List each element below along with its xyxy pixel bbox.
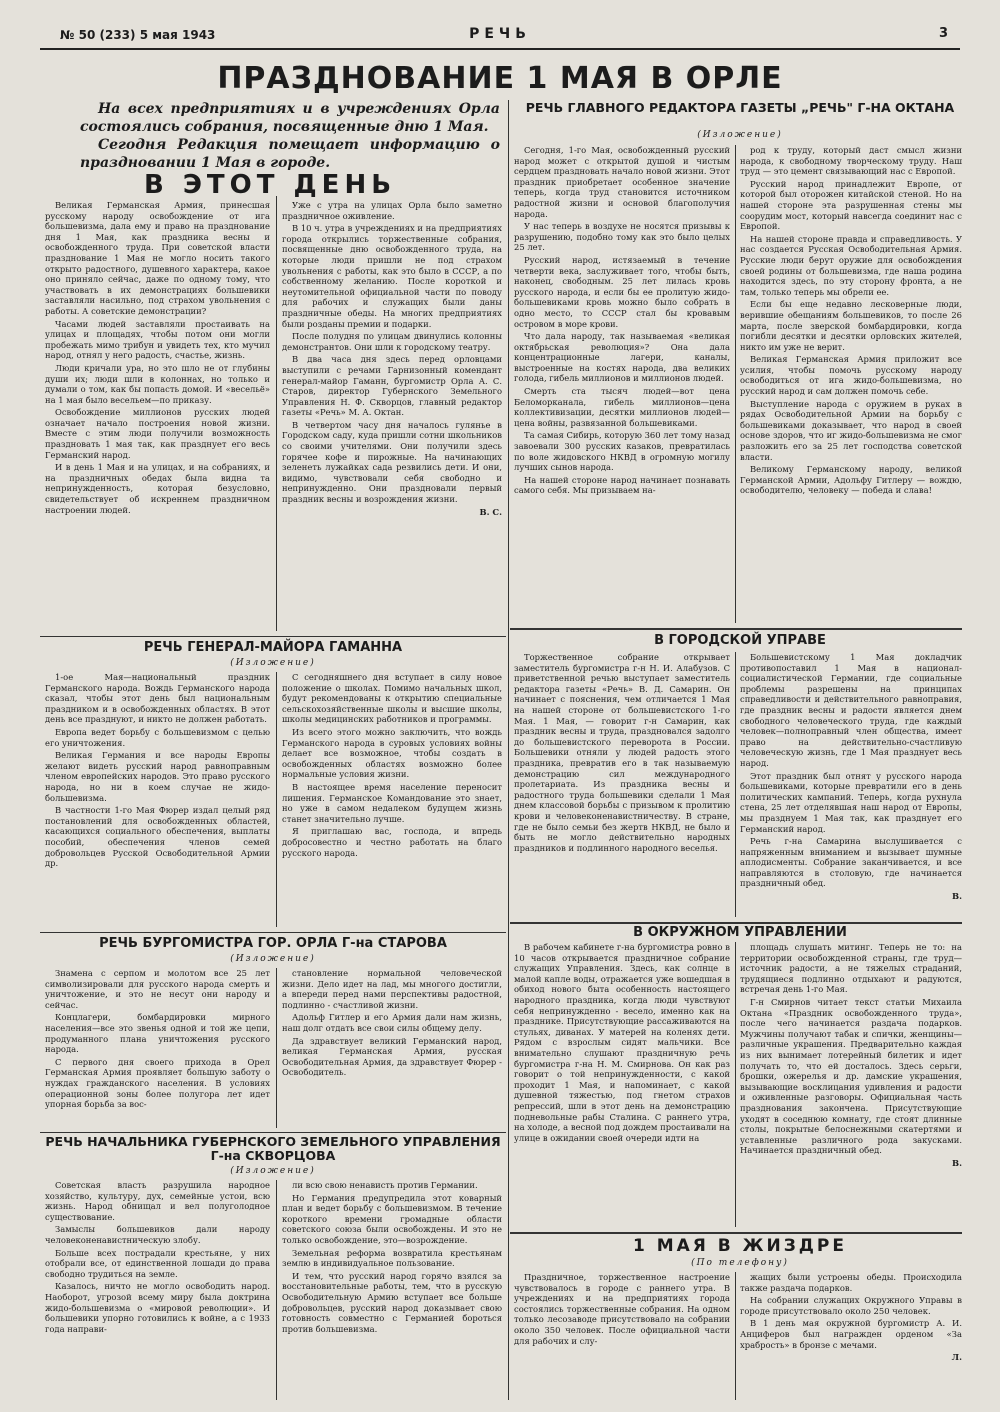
- paragraph: Торжественное собрание открывает заместитель бургомистра г-н Н. И. Алабузов. С приветственной речью выступает заместитель редактора газеты «Речь» В. Д. Самарин. Он начинает с пояснения, чем отличается 1 Мая на нашей стороне от большевистского 1-го Мая. 1 Мая, — говорит г-н Самарин, как праздник весны и труда, праздновался задолго до большевистского переворота в России. Большевики отняли у людей радость этого праздника, превратив его в так называемую демонстрацию сил международного пролетариата. Из праздника весны и радостного труда большевики сделали 1 Мая днем классовой борьбы с призывом к пролитию крови и человеконенавистничеству. В стране, где не было семьи без жертв НКВД, не было и быть не могло действительно народных праздников и подлинного народного веселья.: [514, 652, 730, 853]
- article-column: [45, 968, 270, 1130]
- paragraph: Сегодня, 1-го Мая, освобожденный русский народ может с открытой душой и чистым сердцем праздновать начало новой жизни. Этот праздник приобретает особенное значение теперь, когда труд становится источником радостной жизни и основой благополучия народа.: [514, 145, 730, 219]
- paragraph: И тем, что русский народ горячо взялся за восстановительные работы, тем, что в русскую Освободительную Армию вступает все больше добровольцев, русский народ доказывает свою готовность совместно с Германией бороться против большевизма.: [282, 1270, 502, 1334]
- paragraph: В 1 день мая окружной бургомистр А. И. Анциферов был награжден орденом «За храбрость» в бронзе с мечами.: [740, 1318, 962, 1350]
- paragraph: становление нормальной человеческой жизни. Дело идет на лад, мы многого достигли, а впереди перед нами перспективы радостной, подлинно - счастливой жизни.: [282, 968, 502, 1010]
- paragraph: С первого дня своего прихода в Орел Германская Армия проявляет большую заботу о нуждах гражданского населения. В условиях операционной зоны более полугора лет идет упорная борьба за вос-: [45, 1056, 270, 1110]
- paragraph: Что дала народу, так называемая «великая октябрьская революция»? Она дала концентрационные лагери, каналы, выстроенные на костях народа, два великих голода, гибель миллионов и миллионов людей.: [514, 331, 730, 384]
- article-column: [740, 1272, 962, 1402]
- paragraph: В частности 1-го Мая Фюрер издал целый ряд постановлений для освобожденных областей, касающихся социального обеспечения, выплаты пособий, обеспечения членов семей добровольцев Русской Освободительной Армии др.: [45, 805, 270, 869]
- paragraph: Замыслы большевиков дали народу человеконенавистническую злобу.: [45, 1224, 270, 1245]
- article-subtitle: (Изложение): [697, 130, 783, 140]
- article-title: 1 МАЯ В ЖИЗДРЕ: [632, 1236, 848, 1256]
- article-title: РЕЧЬ ГЕНЕРАЛ-МАЙОРА ГАМАННА: [143, 640, 403, 655]
- column-divider: [276, 968, 277, 1128]
- article-column: [282, 1180, 502, 1402]
- paragraph: ли всю свою ненависть против Германии.: [292, 1180, 478, 1190]
- paragraph: И в день 1 Мая и на улицах, и на собраниях, и на праздничных обедах была видна та непринужденность, которая безусловно, свидетельствует об искреннем праздничном настроении людей.: [45, 462, 270, 515]
- section-divider: [40, 1132, 506, 1133]
- paragraph: Адольф Гитлер и его Армия дали нам жизнь, наш долг отдать все свои силы общему делу.: [282, 1012, 502, 1033]
- section-divider: [510, 922, 962, 924]
- article-title: РЕЧЬ ГЛАВНОГО РЕДАКТОРА ГАЗЕТЫ „РЕЧЬ" Г-НА ОКТАНА: [525, 100, 955, 115]
- paragraph: Та самая Сибирь, которую 360 лет тому назад завоевали 300 русских казаков, превратилась по воле жидовского НКВД в огромную могилу лучших сынов народа.: [514, 430, 730, 473]
- article-title: РЕЧЬ БУРГОМИСТРА ГОР. ОРЛА Г-на СТАРОВА: [99, 936, 447, 951]
- paragraph: Если бы еще недавно лесковерные люди, верившие обещаниям большевиков, то после 26 марта, после зверской бомбардировки, когда погибли десятки и десятки орловских жителей, никто им уже не верит.: [740, 299, 962, 352]
- paragraph: Выступление народа с оружием в руках в рядах Освободительной Армии на борьбу с большевиками доказывает, что народ в своей основе здоров, что иг жидо-большевизма не смог разложить его за 25 лет господства советской власти.: [740, 398, 962, 462]
- paragraph: Праздничное, торжественное настроение чувствовалось в городе с раннего утра. В учреждениях и на предприятиях города состоялись торжественные собрания. На одном только лесозаводе присутствовало на собрании около 350 человек. После официальной части для рабочих и слу-: [514, 1272, 730, 1346]
- paragraph: Люди кричали ура, но это шло не от глубины души их; люди шли в колоннах, но только и думали о том, как бы попасть домой. И «весельё» на 1 мая было весельем—по приказу.: [45, 362, 270, 405]
- article-column: [740, 652, 962, 920]
- column-divider: [735, 145, 736, 623]
- masthead: [40, 22, 960, 50]
- paragraph: Великая Германия и все народы Европы желают видеть русский народ равноправным членом европейских народов. Это право русского народа, но ни в коем случае не жидо-большевизма.: [45, 750, 270, 803]
- paragraph: Да здравствует великий Германский народ, великая Германская Армия, русская Освободительная Армия, да здравствует Фюрер - Освободитель.: [282, 1035, 502, 1078]
- article-subtitle: (Изложение): [230, 954, 316, 964]
- paragraph: Великому Германскому народу, великой Германской Армии, Адольфу Гитлеру — вождю, освободителю, человеку — победа и слава!: [740, 464, 962, 496]
- paragraph: Из всего этого можно заключить, что вождь Германского народа в суровых условиях войны делает все возможное, чтобы создать в освобожденных областях возможно более нормальные условия жизни.: [282, 726, 502, 780]
- paragraph: Великая Германская Армия, принесшая русскому народу освобождение от ига большевизма, дала ему и право на празднование дня 1 Мая, как праздника весны и освобожденного труда. При советской власти празднование 1 Мая не могло носить такого открыто радостного, душевного характера, какое оно приняло сейчас, даже по одному тому, что участвовать в их демонстрациях большевики заставляли насильно, под страхом увольнения с работы. А советские демонстрации?: [45, 200, 270, 316]
- paragraph: Уже с утра на улицах Орла было заметно праздничное оживление.: [282, 200, 502, 221]
- paragraph: жащих были устроены обеды. Происходила также раздача подарков.: [740, 1272, 962, 1293]
- paragraph: Русский народ, истязаемый в течение четверти века, заслуживает того, чтобы быть, наконец, свободным. 25 лет лилась кровь русского народа, и если бы ее пролитую жидо-большевиками кровь можно было собрать в одно место, то СССР стал бы кровавым островом в море крови.: [514, 254, 730, 329]
- paragraph: С сегодняшнего дня вступает в силу новое положение о школах. Помимо начальных школ, будут рекомендованы к открытию специальные сельскохозяйственные школы и высшие школы, школы медицинских работников и программы.: [282, 672, 502, 725]
- article-subtitle: (Изложение): [230, 1166, 316, 1176]
- lead-paragraph: [80, 100, 500, 172]
- article-subtitle: (По телефону): [691, 1258, 789, 1268]
- paragraph: Г-н Смирнов читает текст статьи Михаила Октана «Праздник освобожденного труда», после чего начинается раздача подарков. Мужчины получают табак и спички, женщины—различные украшения. Предварительно каждая из них вынимает лотерейный билетик и идет получать то, что ей досталось. Здесь серьги, брошки, ожерелья и др. дамские украшения, вызывающие восклицания удивления и радости и оживленные разговоры. Официальная часть празднования закончена. Присутствующие уходят в соседнюю комнату, где стоят длинные столы, покрытые белоснежными скатертями и уставленные различного рода закусками. Начинается праздничный обед.: [740, 996, 962, 1156]
- section-divider: [40, 636, 506, 637]
- section-divider: [40, 932, 506, 933]
- paper-name: РЕЧЬ: [469, 26, 531, 42]
- lead-line: Сегодня Редакция помещает информацию о праздновании 1 Мая в городе.: [80, 137, 500, 171]
- paragraph: род к труду, который даст смысл жизни народа, к свободному творческому труду. Наш труд — это цемент связывающий нас с Европой.: [740, 145, 962, 177]
- section-divider: [510, 1232, 962, 1234]
- paragraph: Земельная реформа возвратила крестьянам землю в индивидуальное пользование.: [282, 1247, 502, 1269]
- paragraph: Большевистскому 1 Мая докладчик противопоставил 1 Мая в национал-социалистической Германии, где социальные проблемы разрешены на принципах справедливости и действительного равноправия, где праздник весны и радости является днем свободного человеческого труда, где каждый человек—полноправный член общества, имеет право на действительно-счастливую человеческую жизнь, где 1 Мая празднует весь народ.: [740, 652, 962, 768]
- paragraph: Речь г-на Самарина выслушивается с напряженным вниманием и вызывает шумные аплодисменты. Собрание заканчивается, и все направляются в столовую, где начинается праздничный обед.: [740, 836, 962, 889]
- article-column: [740, 942, 962, 1230]
- page-number: 3: [938, 26, 948, 41]
- paragraph: В 10 ч. утра в учреждениях и на предприятиях города открылись торжественные собрания, посвященные дню освобожденного труда, на которые люди пришли не под страхом увольнения с работы, как это было в СССР, а по собственному желанию. После короткой и неутомительной официальной части по поводу для рабочих и служащих были даны праздничные обеды. На многих предприятиях были розданы премии и подарки.: [282, 223, 502, 329]
- article-title: В ЭТОТ ДЕНЬ: [143, 170, 397, 200]
- paragraph: На нашей стороне правда и справедливость. У нас создается Русская Освободительная Армия. Русские люди берут оружие для освобождения своей родины от большевизма, где наша родина находится здесь, по эту сторону фронта, а не там, только теперь мы обрели ее.: [740, 233, 962, 297]
- article-column: [282, 672, 502, 930]
- column-divider: [508, 100, 509, 1400]
- paragraph: Часами людей заставляли простаивать на улицах и площадях, чтобы потом они могли пробежать мимо трибун и увидеть тех, кто мучил народ, отнял у него радость, счастье, жизнь.: [45, 318, 270, 361]
- signature: В.: [952, 891, 962, 902]
- column-divider: [276, 672, 277, 927]
- lead-line: На всех предприятиях и в учреждениях Орла состоялись собрания, посвященные дню 1 Мая.: [80, 101, 500, 135]
- column-divider: [735, 1272, 736, 1400]
- paragraph: Этот праздник был отнят у русского народа большевиками, которые превратили его в день политических кампаний. Теперь, когда рухнула стена, 25 лет отделявшая наш народ от Европы, мы празднуем 1 Мая так, как празднует его Германский народ.: [740, 770, 962, 834]
- paragraph: В четвертом часу дня началось гулянье в Городском саду, куда пришли сотни школьников со своими учителями. Они получили здесь горячее кофе и пирожные. На начинающих зеленеть лужайках сада резвились дети. И они, видимо, чувствовали себя свободно и непринужденно. Они праздновали первый праздник весны и возрождения жизни.: [282, 419, 502, 505]
- paragraph: В два часа дня здесь перед орловцами выступили с речами Гарнизонный комендант генерал-майор Гаманн, бургомистр Орла А. С. Старов, директор Губернского Земельного Управления Н. Ф. Скворцов, главный редактор газеты «Речь» М. А. Октан.: [282, 354, 502, 418]
- article-column: [45, 200, 270, 630]
- article-column: [282, 968, 502, 1130]
- paragraph: Освобождение миллионов русских людей означает начало построения новой жизни. Вместе с этим люди получили возможность праздновать 1 мая так, как празднует его весь Германский народ.: [45, 407, 270, 460]
- article-column: [514, 942, 730, 1230]
- article-column: [514, 1272, 730, 1402]
- paragraph: Европа ведет борьбу с большевизмом с целью его уничтожения.: [45, 726, 270, 748]
- paragraph: Казалось, ничто не могло освободить народ. Наоборот, угрозой всему миру была доктрина жидо-большевизма о «мировой революции». И большевики упорно готовились к войне, а с 1933 года направи-: [45, 1281, 270, 1334]
- column-divider: [735, 652, 736, 917]
- paragraph: В настоящее время население переносит лишения. Германское Командование это знает, но уже в самом недалеком будущем жизнь станет значительно лучше.: [282, 781, 502, 824]
- paragraph: У нас теперь в воздухе не носятся призывы к разрушению, подобно тому как это было целых 25 лет.: [514, 221, 730, 253]
- article-column: [514, 652, 730, 920]
- article-title: В ОКРУЖНОМ УПРАВЛЕНИИ: [633, 925, 847, 940]
- article-column: [514, 145, 730, 625]
- signature: В.: [952, 1157, 962, 1168]
- paragraph: На собрании служащих Окружного Управы в городе присутствовало около 250 человек.: [740, 1295, 962, 1316]
- paragraph: Больше всех пострадали крестьяне, у них отобрали все, от единственной лошади до права свободно трудиться на земле.: [45, 1247, 270, 1279]
- paragraph: Советская власть разрушила народное хозяйство, культуру, дух, семейные устои, всю жизнь. Народ обнищал и вел полуголодное существование.: [45, 1180, 270, 1222]
- paragraph: Русский народ принадлежит Европе, от которой был оторожен китайской стеной. Но на нашей стороне эта разрушенная стены мы соорудим мост, который навсегда соединит нас с Европой.: [740, 178, 962, 232]
- column-divider: [276, 1180, 277, 1400]
- article-column: [282, 200, 502, 630]
- paragraph: Великая Германская Армия приложит все усилия, чтобы помочь русскому народу освободиться от ига жидо-большевизма, но русский народ и сам должен помочь себе.: [740, 354, 962, 397]
- article-column: [45, 1180, 270, 1402]
- paragraph: Но Германия предупредила этот коварный план и ведет борьбу с большевизмом. В течение короткого времени громадные области советского союза были освобождены. И это не только освобождение, это—возрождение.: [282, 1192, 502, 1245]
- paragraph: Знамена с серпом и молотом все 25 лет символизировали для русского народа смерть и уничтожение, и это не несут они народу и сейчас.: [45, 968, 270, 1010]
- paragraph: Смерть ста тысяч людей—вот цена Беломорканала, гибель миллионов—цена коллективизации, десятки миллионов людей—цена войны, развязанной большевиками.: [514, 386, 730, 428]
- paragraph: Концлагери, бомбардировки мирного населения—все это звенья одной и той же цепи, продуманного плана уничтожения русского народа.: [45, 1012, 270, 1055]
- signature: В. С.: [479, 506, 502, 517]
- paragraph: 1-ое Мая—национальный праздник Германского народа. Вождь Германского народа сказал, чтобы этот день был национальным праздником и в освобожденных областях. В этот день все празднуют, и никто не должен работать.: [45, 672, 270, 725]
- page-banner-headline: ПРАЗДНОВАНИЕ 1 МАЯ В ОРЛЕ: [217, 61, 783, 96]
- issue-info: № 50 (233) 5 мая 1943: [60, 28, 216, 42]
- column-divider: [735, 942, 736, 1227]
- column-divider: [276, 196, 277, 631]
- section-divider: [510, 628, 962, 630]
- paragraph: Я приглашаю вас, господа, и впредь добросовестно и честно работать на благо русского народа.: [282, 826, 502, 858]
- article-title: РЕЧЬ НАЧАЛЬНИКА ГУБЕРНСКОГО ЗЕМЕЛЬНОГО УПРАВЛЕНИЯ Г-на СКВОРЦОВА: [45, 1134, 501, 1163]
- paragraph: В рабочем кабинете г-на бургомистра ровно в 10 часов открывается праздничное собрание служащих Управления. Здесь, как солнце в малой капле воды, отражается уже вошедшая в обиход нового быта особенность настоящего народного праздника, когда люди чувствуют себя непринужденно - весело, именно как на празднике. Присутствующие рассаживаются на стульях, диванах. У матерей на коленях дети. Рядом с взрослым сидят мальчики. Все внимательно слушают праздничную речь бургомистра г-на Н. М. Смирнова. Он как раз говорит о той непринужденности, с какой проходит 1 Мая, и напоминает, с какой душевной тяжестью, под гнетом страхов репрессий, шли в этот день на демонстрацию подневольные рабы Сталина. С раннего утра, на холоде, а весной под дождем простаивали на улице в ожидании своей очереди идти на: [514, 942, 730, 1143]
- paragraph: На нашей стороне народ начинает познавать самого себя. Мы призываем на-: [514, 474, 730, 496]
- article-column: [740, 145, 962, 625]
- signature: Л.: [951, 1352, 962, 1363]
- paragraph: площадь слушать митинг. Теперь не то: на территории освобожденной страны, где труд—источник радости, а не тяжелых страданий, трудящиеся подлинно отдыхают и радуются, встречая день 1-го Мая.: [740, 942, 962, 995]
- paragraph: После полудня по улицам двинулись колонны демонстрантов. Они шли к городскому театру.: [282, 331, 502, 352]
- article-column: [45, 672, 270, 930]
- article-subtitle: (Изложение): [230, 658, 316, 668]
- article-title: В ГОРОДСКОЙ УПРАВЕ: [654, 633, 826, 648]
